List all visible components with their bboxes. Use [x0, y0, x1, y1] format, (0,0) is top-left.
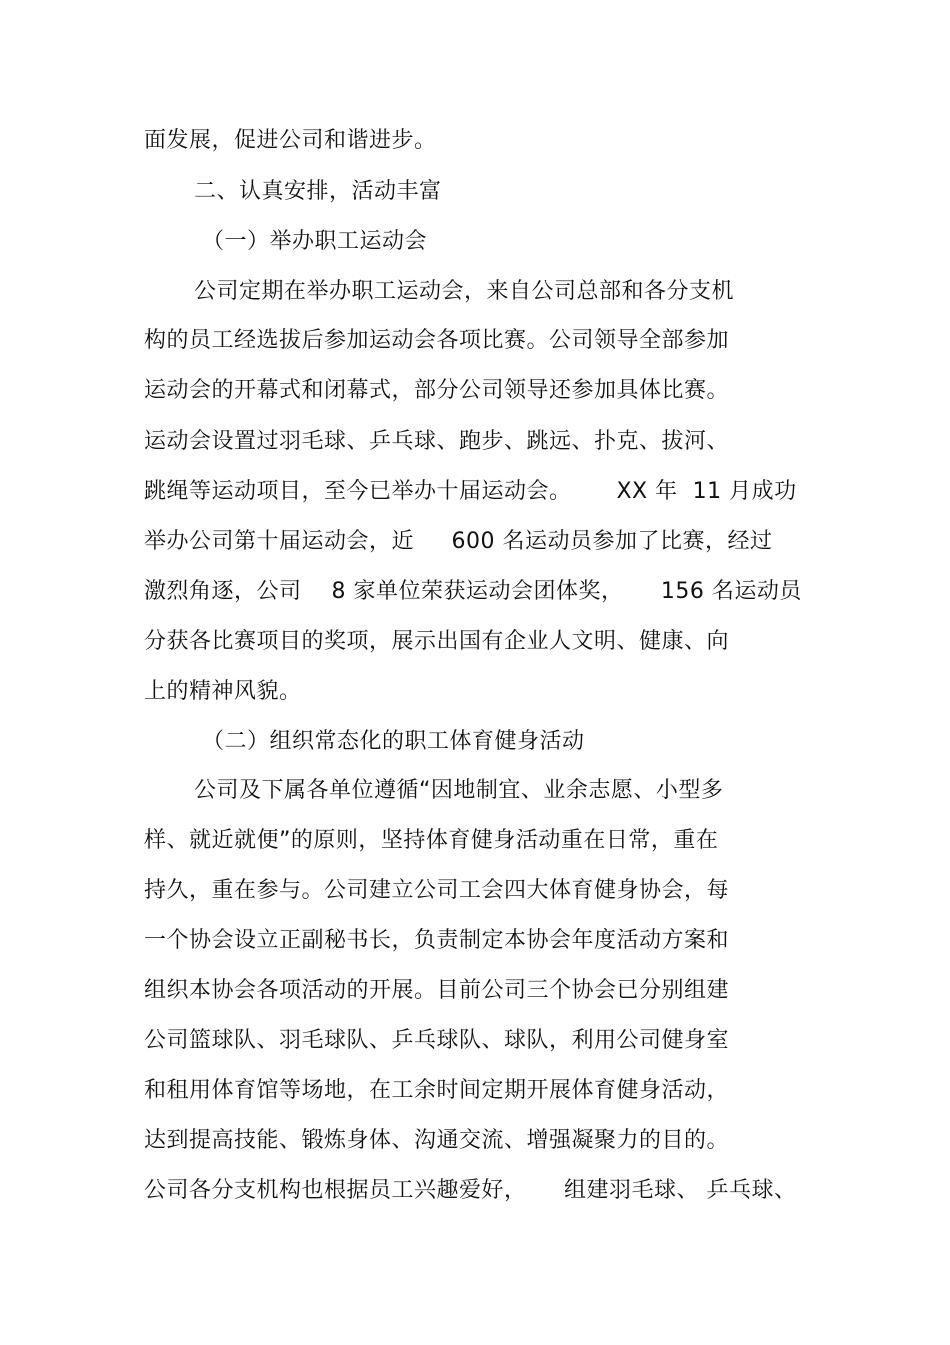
body-line: 分获各比赛项目的奖项，展示出国有企业人文明、健康、向	[144, 629, 730, 654]
body-line: 举办公司第十届运动会，近 600 名运动员参加了比赛，经过	[144, 529, 773, 554]
body-line: 公司及下属各单位遵循“因地制宜、业余志愿、小型多	[194, 778, 724, 803]
body-line: 运动会的开幕式和闭幕式，部分公司领导还参加具体比赛。	[144, 378, 730, 403]
body-line: 构的员工经选拔后参加运动会各项比赛。公司领导全部参加	[144, 328, 730, 353]
body-line: 公司篮球队、羽毛球队、乒乓球队、球队，利用公司健身室	[144, 1028, 730, 1053]
paragraph-continuation-line: 面发展，促进公司和谐进步。	[144, 128, 437, 153]
subsection-heading-2: （二）组织常态化的职工体育健身活动	[202, 729, 585, 754]
section-heading-2: 二、认真安排，活动丰富	[194, 179, 442, 204]
body-line: 达到提高技能、锻炼身体、沟通交流、增强凝聚力的目的。	[144, 1128, 730, 1153]
subsection-heading-1: （一）举办职工运动会	[202, 229, 428, 254]
body-line: 组织本协会各项活动的开展。目前公司三个协会已分别组建	[144, 978, 730, 1003]
body-line: 上的精神风貌。	[144, 679, 302, 704]
body-line: 跳绳等运动项目，至今已举办十届运动会。 XX 年 11 月成功	[144, 479, 797, 504]
body-line: 激烈角逐，公司 8 家单位荣获运动会团体奖， 156 名运动员	[144, 579, 802, 604]
body-line: 公司各分支机构也根据员工兴趣爱好， 组建羽毛球、 乒乓球、	[144, 1178, 797, 1203]
body-line: 持久，重在参与。公司建立公司工会四大体育健身协会，每	[144, 878, 730, 903]
body-line: 公司定期在举办职工运动会，来自公司总部和各分支机	[194, 279, 735, 304]
body-line: 和租用体育馆等场地，在工余时间定期开展体育健身活动，	[144, 1078, 730, 1103]
body-line: 运动会设置过羽毛球、乒乓球、跑步、跳远、扑克、拔河、	[144, 429, 730, 454]
body-line: 样、就近就便”的原则，坚持体育健身活动重在日常，重在	[144, 828, 719, 853]
body-line: 一个协会设立正副秘书长，负责制定本协会年度活动方案和	[144, 928, 730, 953]
